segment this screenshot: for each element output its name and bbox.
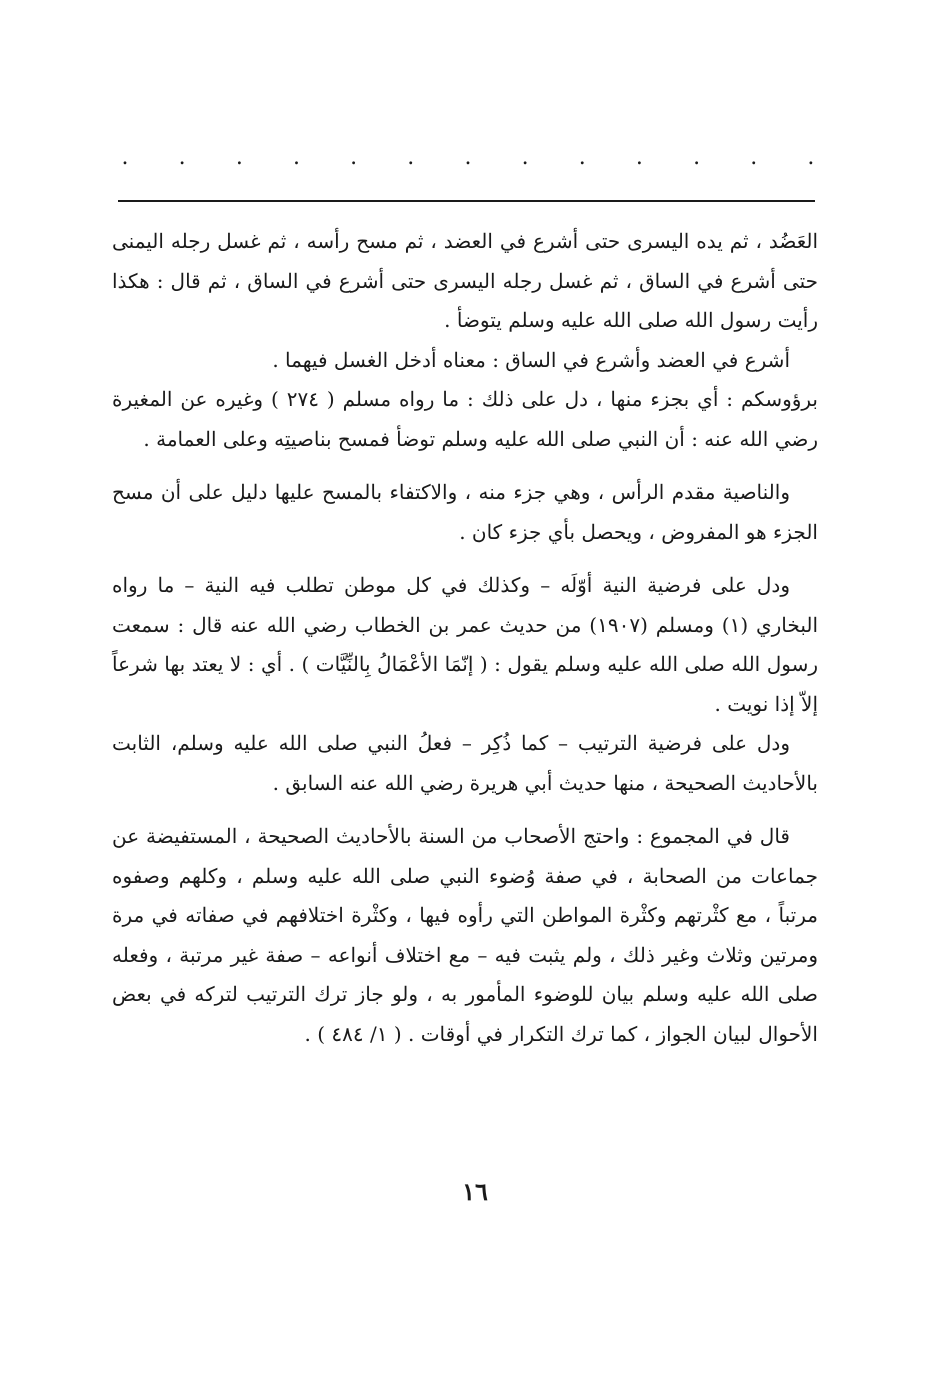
dot: . <box>521 145 529 170</box>
dot: . <box>578 145 586 170</box>
footnote-text <box>112 222 818 1054</box>
footnote-rule <box>118 200 815 202</box>
dot: . <box>407 145 415 170</box>
page-number: ١٦ <box>462 1177 488 1206</box>
paragraph: ودل على فرضية النية أوّلَه – وكذلك في كل موطن تطلب فيه النية – ما رواه البخاري (١) ومسلم (١٩٠٧) من حديث عمر بن الخطاب رضي الله عنه قال : سمعت رسول الله صلى الله عليه وسلم يقول : ( إنّمَا الأعْمَالُ بِالنِّيَّات ) . أي : لا يعتد بها شرعاً إلاّ إذا نويت . <box>112 573 819 716</box>
dot: . <box>807 145 815 170</box>
dot: . <box>178 145 186 170</box>
dot: . <box>121 145 129 170</box>
dot: . <box>464 145 472 170</box>
paragraph: برؤوسكم : أي بجزء منها ، دل على ذلك : ما رواه مسلم ( ٢٧٤ ) وغيره عن المغيرة رضي الله عنه : أن النبي صلى الله عليه وسلم توضأ فمسح بناصيتِه وعلى العمامة . <box>112 387 818 451</box>
paragraph: قال في المجموع : واحتج الأصحاب من السنة بالأحاديث الصحيحة ، المستفيضة عن جماعات من الصحابة ، في صفة وُضوء النبي صلى الله عليه وسلم ، وكلهم وصفوه مرتباً ، مع كثْرتهم وكثْرة المواطن التي رأوه فيها ، وكثْرة اختلافهم في صفاته في مرة ومرتين وثلاث وغير ذلك ، ولم يثبت فيه – مع اختلاف أنواعه – صفة غير مرتبة ، وفعله صلى الله عليه وسلم بيان للوضوء المأمور به ، ولو جاز ترك الترتيب لتركه في بعض الأحوال لبيان الجواز ، كما ترك التكرار في أوقات . ( ١/ ٤٨٤ ) . <box>112 824 818 1046</box>
dot: . <box>750 145 758 170</box>
dot: . <box>635 145 643 170</box>
paragraph: والناصية مقدم الرأس ، وهي جزء منه ، والاكتفاء بالمسح عليها دليل على أن مسح الجزء هو المفروض ، ويحصل بأي جزء كان . <box>112 480 818 544</box>
dot: . <box>292 145 300 170</box>
paragraph: ودل على فرضية الترتيب – كما ذُكِر – فعلُ النبي صلى الله عليه وسلم، الثابت بالأحاديث الصحيحة ، منها حديث أبي هريرة رضي الله عنه السابق . <box>112 731 818 795</box>
dot: . <box>350 145 358 170</box>
footnote-separator-dots <box>118 146 818 170</box>
paragraph: أشرع في العضد وأشرع في الساق : معناه أدخل الغسل فيهما . <box>272 347 790 372</box>
dot: . <box>235 145 243 170</box>
dot: . <box>693 145 701 170</box>
paragraph: العَضُد ، ثم يده اليسرى حتى أشرع في العضد ، ثم مسح رأسه ، ثم غسل رجله اليمنى حتى أشرع في الساق ، ثم غسل رجله اليسرى حتى أشرع في الساق ، ثم قال : هكذا رأيت رسول الله صلى الله عليه وسلم يتوضأ . <box>112 229 818 332</box>
